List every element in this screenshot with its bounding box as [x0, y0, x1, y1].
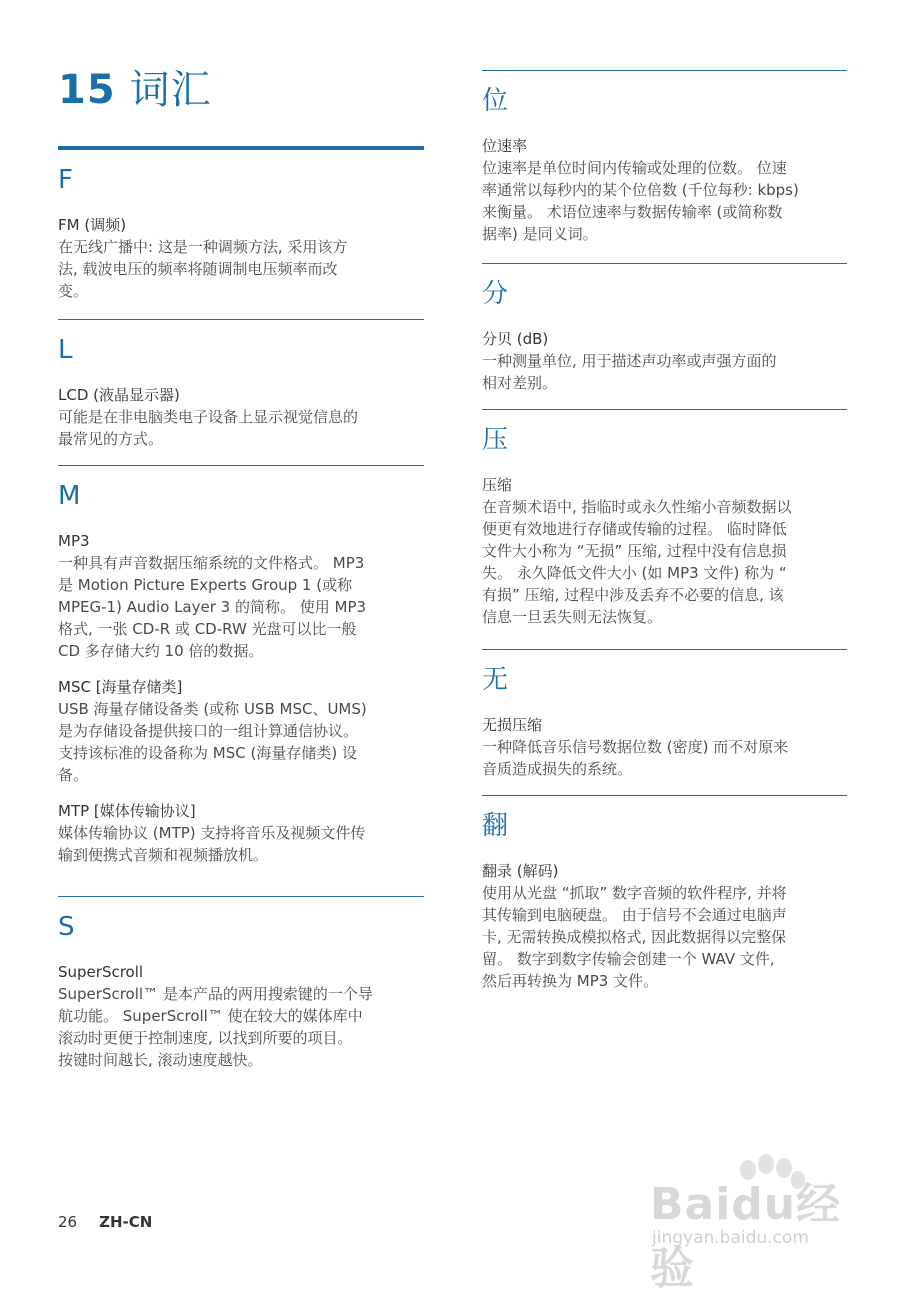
- section-letter: 翻: [482, 811, 509, 841]
- glossary-definition: 一种测量单位, 用于描述声功率或声强方面的 相对差别。: [482, 352, 777, 392]
- glossary-term: 压缩: [482, 476, 513, 494]
- glossary-term: FM (调频): [58, 216, 127, 234]
- glossary-term: 无损压缩: [482, 716, 543, 734]
- section-letter: S: [58, 912, 75, 942]
- section-rule: [58, 896, 424, 897]
- section-letter: 分: [482, 279, 509, 309]
- section-rule: [482, 70, 847, 71]
- glossary-term: MTP [媒体传输协议]: [58, 802, 196, 820]
- chapter-number: 15: [58, 67, 116, 113]
- section-rule: [482, 263, 847, 264]
- section-ya: [482, 409, 847, 628]
- section-m: [58, 465, 424, 866]
- section-fen: [482, 263, 847, 394]
- glossary-definition: 媒体传输协议 (MTP) 支持将音乐及视频文件传 输到便携式音频和视频播放机。: [58, 824, 366, 864]
- section-letter: L: [58, 335, 73, 365]
- glossary-definition: SuperScroll™ 是本产品的两用搜索键的一个导 航功能。 SuperScroll™ 使在较大的媒体库中 滚动时更便于控制速度, 以找到所要的项目。 按键时间越长, 滚动速度越快。: [58, 985, 373, 1069]
- section-fan: [482, 795, 847, 992]
- section-letter: 位: [482, 86, 509, 116]
- glossary-term: 位速率: [482, 137, 528, 155]
- glossary-definition: 在音频术语中, 指临时或永久性缩小音频数据以 便更有效地进行存储或传输的过程。 临时降低 文件大小称为 “无损” 压缩, 过程中没有信息损 失。 永久降低文件大小 (如 MP3 文件) 称为 “ 有损” 压缩, 过程中涉及丢弃不必要的信息, 该 信息一旦丢失则无法恢复。: [482, 498, 792, 626]
- glossary-definition: 使用从光盘 “抓取” 数字音频的软件程序, 并将 其传输到电脑硬盘。 由于信号不会通过电脑声 卡, 无需转换成模拟格式, 因此数据得以完整保 留。 数字到数字传输会创建一个 WAV 文件, 然后再转换为 MP3 文件。: [482, 884, 787, 990]
- glossary-definition: 可能是在非电脑类电子设备上显示视觉信息的 最常见的方式。: [58, 408, 359, 448]
- section-letter: 无: [482, 665, 509, 695]
- section-s: [58, 896, 424, 1071]
- chapter-title: [58, 58, 212, 115]
- glossary-term: LCD (液晶显示器): [58, 386, 180, 404]
- glossary-definition: 一种降低音乐信号数据位数 (密度) 而不对原来 音质造成损失的系统。: [482, 738, 789, 778]
- watermark-url: jingyan.baidu.com: [652, 1228, 809, 1248]
- section-letter: F: [58, 165, 73, 195]
- chapter-name: 词汇: [129, 67, 212, 113]
- section-l: [58, 319, 424, 450]
- section-letter: 压: [482, 425, 509, 455]
- glossary-term: MSC [海量存储类]: [58, 678, 183, 696]
- section-rule: [482, 649, 847, 650]
- glossary-definition: 在无线广播中: 这是一种调频方法, 采用该方 法, 载波电压的频率将随调制电压频率而改 变。: [58, 238, 348, 300]
- section-wei: [482, 70, 847, 245]
- baidu-watermark: [640, 1140, 860, 1294]
- section-rule: [482, 795, 847, 796]
- watermark-logo-text: Baidu经验: [650, 1179, 842, 1294]
- glossary-term: SuperScroll: [58, 963, 144, 981]
- section-rule: [58, 146, 424, 150]
- section-rule: [58, 465, 424, 466]
- glossary-definition: USB 海量存储设备类 (或称 USB MSC、UMS) 是为存储设备提供接口的一组计算通信协议。 支持该标准的设备称为 MSC (海量存储类) 设 备。: [58, 700, 367, 784]
- glossary-term: 翻录 (解码): [482, 862, 559, 880]
- glossary-term: MP3: [58, 532, 90, 550]
- section-rule: [58, 319, 424, 320]
- glossary-term: 分贝 (dB): [482, 330, 549, 348]
- section-rule: [482, 409, 847, 410]
- section-f: [58, 146, 424, 302]
- section-wu: [482, 649, 847, 780]
- section-letter: M: [58, 481, 81, 511]
- glossary-definition: 一种具有声音数据压缩系统的文件格式。 MP3 是 Motion Picture Experts Group 1 (或称 MPEG-1) Audio Layer 3 的简称。 使用 MP3 格式, 一张 CD-R 或 CD-RW 光盘可以比一般 CD 多存储大约 10 倍的数据。: [58, 554, 367, 660]
- page-footer: [58, 1213, 152, 1231]
- language-code: ZH-CN: [99, 1213, 153, 1231]
- page-number: 26: [58, 1213, 78, 1231]
- glossary-definition: 位速率是单位时间内传输或处理的位数。 位速 率通常以每秒内的某个位倍数 (千位每秒: kbps) 来衡量。 术语位速率与数据传输率 (或简称数 据率) 是同义词。: [482, 159, 799, 243]
